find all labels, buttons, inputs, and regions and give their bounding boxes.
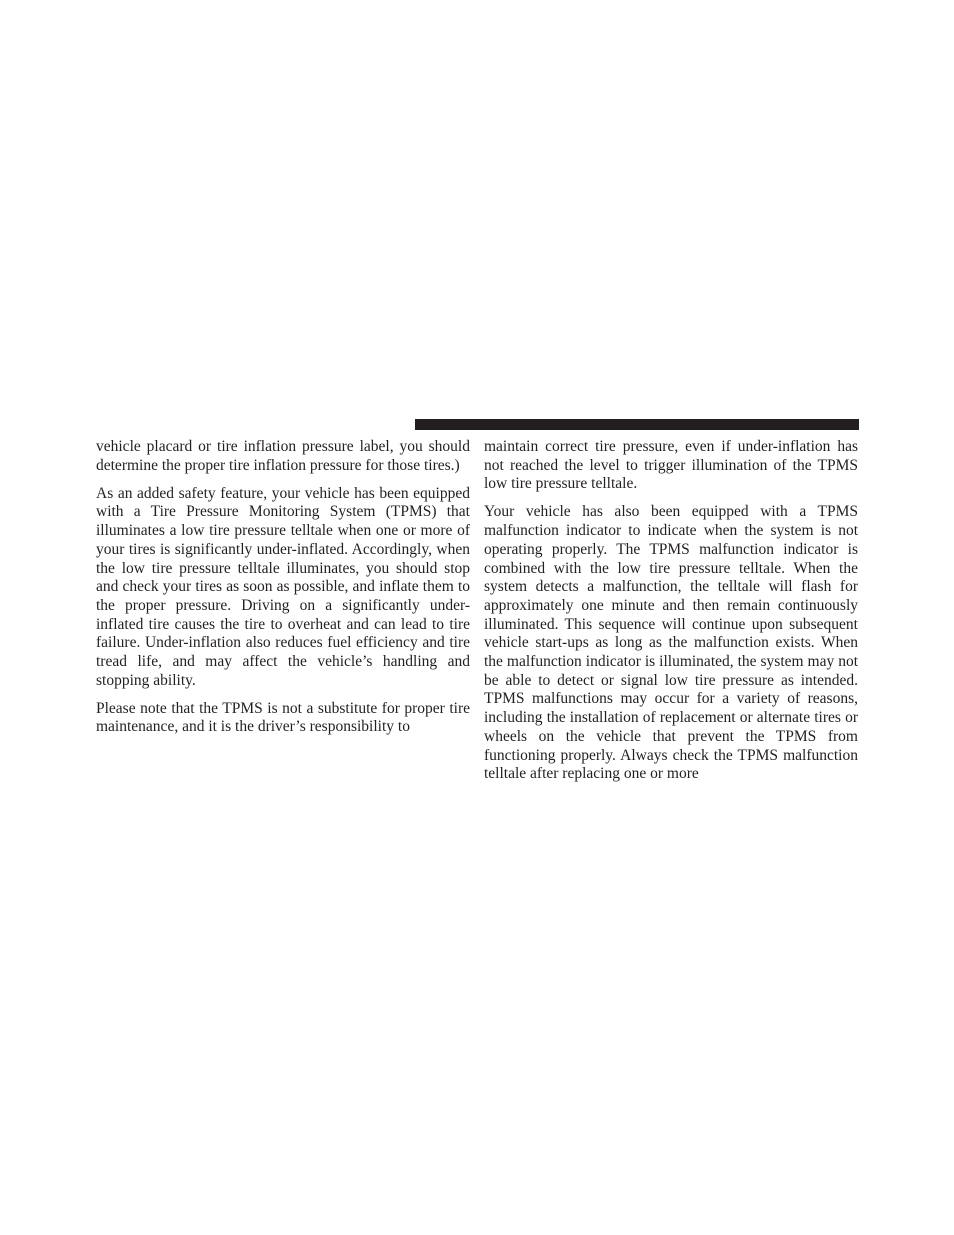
paragraph-malfunction-indicator: Your vehicle has also been equipped with a TPMS malfunction indicator to indicate when the system is not operating properly. The TPMS malfunction indicator is combined with the low tire pressure telltale. When the system detects a malfunction, the telltale will flash for approximately one minute and then remain continuously illuminated. This sequence will continue upon subsequent vehicle start-ups as long as the malfunction exists. When the malfunction indicator is illuminated, the system may not be able to detect or signal low tire pressure as intended. TPMS malfunctions may occur for a variety of reasons, including the installation of replacement or alternate tires or wheels on the vehicle that prevent the TPMS from functioning properly. Always check the TPMS malfunction telltale after replacing one or more: [484, 503, 858, 783]
right-column: [484, 438, 858, 793]
paragraph-tpms-note: Please note that the TPMS is not a substitute for proper tire maintenance, and it is the driver’s responsibility to: [96, 699, 470, 736]
left-column: [96, 438, 470, 746]
paragraph-tpms-feature: As an added safety feature, your vehicle has been equipped with a Tire Pressure Monitoring System (TPMS) that illuminates a low tire pressure telltale when one or more of your tires is significantly under-inflated. Accordingly, when the low tire pressure telltale illuminates, you should stop and check your tires as soon as possible, and inflate them to the proper pressure. Driving on a significantly under-inflated tire causes the tire to overheat and can lead to tire failure. Under-inflation also reduces fuel efficiency and tire tread life, and may affect the vehicle’s handling and stopping ability.: [96, 484, 470, 689]
header-rule: [415, 419, 859, 430]
paragraph-placard: vehicle placard or tire inflation pressure label, you should determine the proper tire inflation pressure for those tires.): [96, 438, 470, 474]
paragraph-maintain-pressure: maintain correct tire pressure, even if under-inflation has not reached the level to trigger illumination of the TPMS low tire pressure telltale.: [484, 438, 858, 493]
